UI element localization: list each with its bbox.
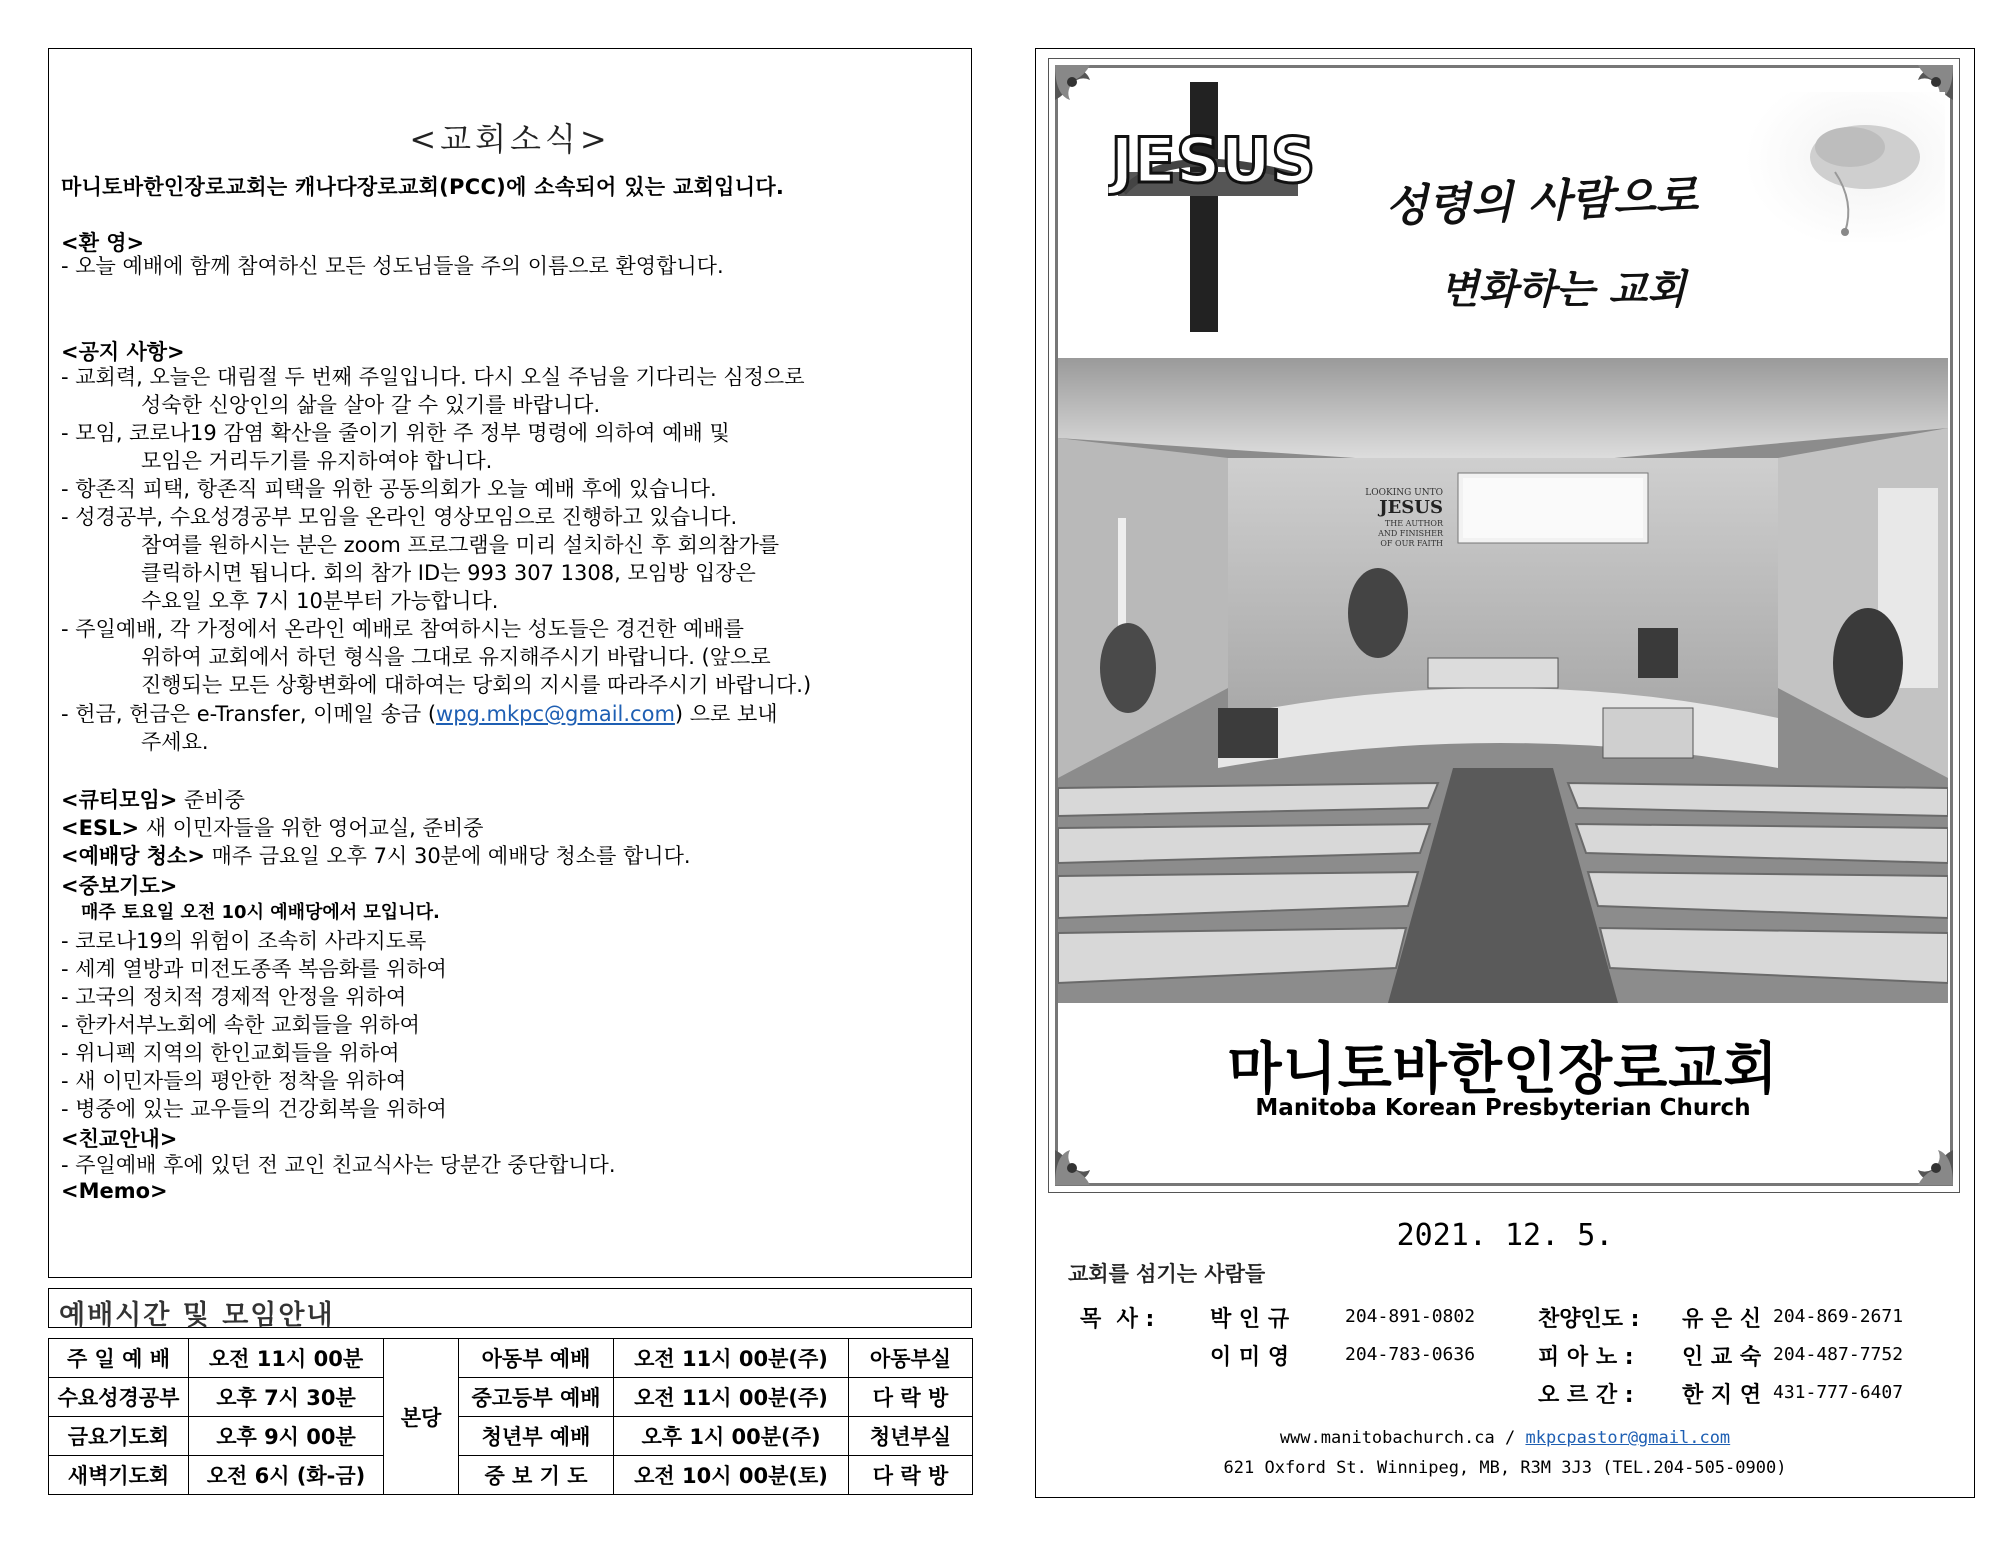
table-row	[49, 1378, 973, 1417]
meeting-place: 아동부실	[849, 1339, 973, 1378]
cleaning-heading: <예배당 청소>	[61, 844, 205, 868]
pianist-label: 피 아 노 :	[1538, 1345, 1634, 1370]
prayer-item: - 위니펙 지역의 한인교회들을 위하여	[61, 1041, 400, 1065]
sanctuary-photo	[1058, 358, 1948, 1003]
offering-text: - 헌금, 헌금은 e-Transfer, 이메일 송금 (	[61, 702, 437, 726]
notice-line: 모임은 거리두기를 유지하여야 합니다.	[141, 449, 493, 473]
news-title: <교회소식>	[409, 120, 611, 158]
fellowship-heading: <친교안내>	[61, 1127, 178, 1151]
service-time: 오후 7시 30분	[189, 1378, 384, 1417]
prayer-item: - 코로나19의 위험이 조속히 사라지도록	[61, 929, 427, 953]
organist-name: 한 지 연	[1682, 1383, 1762, 1408]
photo-sign-text: JESUS	[1379, 497, 1443, 518]
offering-email-link[interactable]: wpg.mkpc@gmail.com	[436, 702, 675, 726]
pastor-name: 박 인 규	[1210, 1307, 1290, 1332]
pastor-label: 목 사 :	[1080, 1307, 1155, 1332]
pastor-phone: 204-891-0802	[1345, 1306, 1476, 1327]
praying-hands-image	[1745, 92, 1945, 242]
welcome-heading: <환 영>	[61, 231, 145, 255]
photo-sign-text: OF OUR FAITH	[1380, 539, 1443, 548]
service-time: 오전 11시 00분	[189, 1339, 384, 1378]
qt-line	[61, 786, 959, 814]
church-address: 621 Oxford St. Winnipeg, MB, R3M 3J3 (TEL.204-505-0900)	[1223, 1458, 1787, 1478]
prayer-item: - 세계 열방과 미전도종족 복음화를 위하여	[61, 957, 447, 981]
offering-line	[61, 700, 959, 728]
service-time: 오후 9시 00분	[189, 1417, 384, 1456]
prayer-item: - 고국의 정치적 경제적 안정을 위하여	[61, 985, 407, 1009]
meeting-name: 아동부 예배	[459, 1339, 614, 1378]
service-name: 수요성경공부	[49, 1378, 189, 1417]
meeting-time: 오전 10시 00분(토)	[614, 1456, 849, 1495]
organist-phone: 431-777-6407	[1773, 1382, 1904, 1403]
meeting-time: 오후 1시 00분(주)	[614, 1417, 849, 1456]
logo-text: JESUS	[1110, 124, 1316, 197]
fellowship-text: - 주일예배 후에 있던 전 교인 친교식사는 당분간 중단합니다.	[61, 1153, 616, 1177]
schedule-title: 예배시간 및 모임안내	[59, 1300, 335, 1331]
jesus-cross-logo	[1108, 82, 1318, 332]
notice-line: 수요일 오후 7시 10분부터 가능합니다.	[141, 589, 499, 613]
prayer-subtitle: 매주 토요일 오전 10시 예배당에서 모입니다.	[81, 902, 440, 923]
notice-line: 위하여 교회에서 하던 형식을 그대로 유지해주시기 바랍니다. (앞으로	[141, 645, 771, 669]
service-name: 금요기도회	[49, 1417, 189, 1456]
slogan-line-2: 변화하는 교회	[1440, 266, 1686, 313]
pastor-email-link[interactable]: mkpcpastor@gmail.com	[1525, 1428, 1731, 1448]
contact-line	[1035, 1428, 1975, 1448]
notice-line: 성숙한 신앙인의 삶을 살아 갈 수 있기를 바랍니다.	[141, 393, 601, 417]
notice-line: - 교회력, 오늘은 대림절 두 번째 주일입니다. 다시 오실 주님을 기다리는 심정으로	[61, 365, 805, 389]
pastor-phone: 204-783-0636	[1345, 1344, 1476, 1365]
corner-ornament-icon	[1888, 1120, 1958, 1190]
esl-heading: <ESL>	[61, 816, 140, 840]
church-name-english: Manitoba Korean Presbyterian Church	[1255, 1095, 1751, 1121]
meeting-name: 청년부 예배	[459, 1417, 614, 1456]
church-name-korean: 마니토바한인장로교회	[1227, 1037, 1779, 1102]
pianist-name: 인 교 숙	[1682, 1345, 1762, 1370]
table-row	[49, 1339, 973, 1378]
corner-ornament-icon	[1050, 1120, 1120, 1190]
notice-line: - 항존직 피택, 항존직 피택을 위한 공동의회가 오늘 예배 후에 있습니다.	[61, 477, 717, 501]
staff-heading: 교회를 섬기는 사람들	[1068, 1262, 1266, 1286]
prayer-heading: <중보기도>	[61, 874, 178, 898]
table-row	[49, 1456, 973, 1495]
website-link[interactable]: www.manitobachurch.ca	[1279, 1428, 1495, 1448]
notice-line: - 성경공부, 수요성경공부 모임을 온라인 영상모임으로 진행하고 있습니다.	[61, 505, 738, 529]
notice-line: 참여를 원하시는 분은 zoom 프로그램을 미리 설치하신 후 회의참가를	[141, 533, 780, 557]
worship-leader-name: 유 은 신	[1682, 1307, 1762, 1332]
memo-heading: <Memo>	[61, 1179, 168, 1203]
esl-line	[61, 814, 959, 842]
bulletin-date: 2021. 12. 5.	[1396, 1218, 1614, 1253]
qt-heading: <큐티모임>	[61, 788, 178, 812]
meeting-place: 청년부실	[849, 1417, 973, 1456]
notice-line: 클릭하시면 됩니다. 회의 참가 ID는 993 307 1308, 모임방 입장은	[141, 561, 756, 585]
photo-sign-text: THE AUTHOR	[1384, 519, 1443, 528]
meeting-place: 다 락 방	[849, 1456, 973, 1495]
table-row	[49, 1417, 973, 1456]
schedule-title-box	[48, 1288, 972, 1331]
pianist-phone: 204-487-7752	[1773, 1344, 1904, 1365]
meeting-name: 중고등부 예배	[459, 1378, 614, 1417]
service-name: 새벽기도회	[49, 1456, 189, 1495]
welcome-text: - 오늘 예배에 함께 참여하신 모든 성도님들을 주의 이름으로 환영합니다.	[61, 254, 724, 278]
prayer-item: - 새 이민자들의 평안한 정착을 위하여	[61, 1069, 407, 1093]
notice-line: - 주일예배, 각 가정에서 온라인 예배로 참여하시는 성도들은 경건한 예배를	[61, 617, 744, 641]
news-intro: 마니토바한인장로교회는 캐나다장로교회(PCC)에 소속되어 있는 교회입니다.	[61, 175, 785, 199]
slogan-line-1: 성령의 사람으로	[1384, 170, 1699, 233]
offering-line-cont: 주세요.	[141, 730, 209, 754]
cleaning-line	[61, 842, 959, 870]
notice-line: - 모임, 코로나19 감염 확산을 줄이기 위한 주 정부 명령에 의하여 예배 및	[61, 421, 730, 445]
photo-sign-text: AND FINISHER	[1378, 529, 1443, 538]
pastor-name: 이 미 영	[1210, 1345, 1290, 1370]
prayer-item: - 병중에 있는 교우들의 건강회복을 위하여	[61, 1097, 447, 1121]
organist-label: 오 르 간 :	[1538, 1383, 1634, 1408]
photo-sign-text: LOOKING UNTO	[1365, 488, 1443, 498]
offering-text-end: ) 으로 보내	[674, 702, 778, 726]
worship-leader-label: 찬양인도 :	[1538, 1307, 1640, 1332]
cleaning-text: 매주 금요일 오후 7시 30분에 예배당 청소를 합니다.	[204, 844, 691, 868]
prayer-item: - 한카서부노회에 속한 교회들을 위하여	[61, 1013, 420, 1037]
service-time: 오전 6시 (화-금)	[189, 1456, 384, 1495]
meeting-place: 다 락 방	[849, 1378, 973, 1417]
meeting-name: 중 보 기 도	[459, 1456, 614, 1495]
service-name: 주 일 예 배	[49, 1339, 189, 1378]
notice-heading: <공지 사항>	[61, 340, 185, 364]
qt-text: 준비중	[177, 788, 245, 812]
notice-line: 진행되는 모든 상황변화에 대하여는 당회의 지시를 따라주시기 바랍니다.)	[141, 673, 812, 697]
url-separator: /	[1494, 1428, 1526, 1448]
meeting-time: 오전 11시 00분(주)	[614, 1339, 849, 1378]
schedule-table	[48, 1338, 973, 1495]
service-venue: 본당	[384, 1339, 459, 1495]
worship-leader-phone: 204-869-2671	[1773, 1306, 1904, 1327]
esl-text: 새 이민자들을 위한 영어교실, 준비중	[139, 816, 484, 840]
meeting-time: 오전 11시 00분(주)	[614, 1378, 849, 1417]
church-news-panel	[48, 48, 972, 1278]
